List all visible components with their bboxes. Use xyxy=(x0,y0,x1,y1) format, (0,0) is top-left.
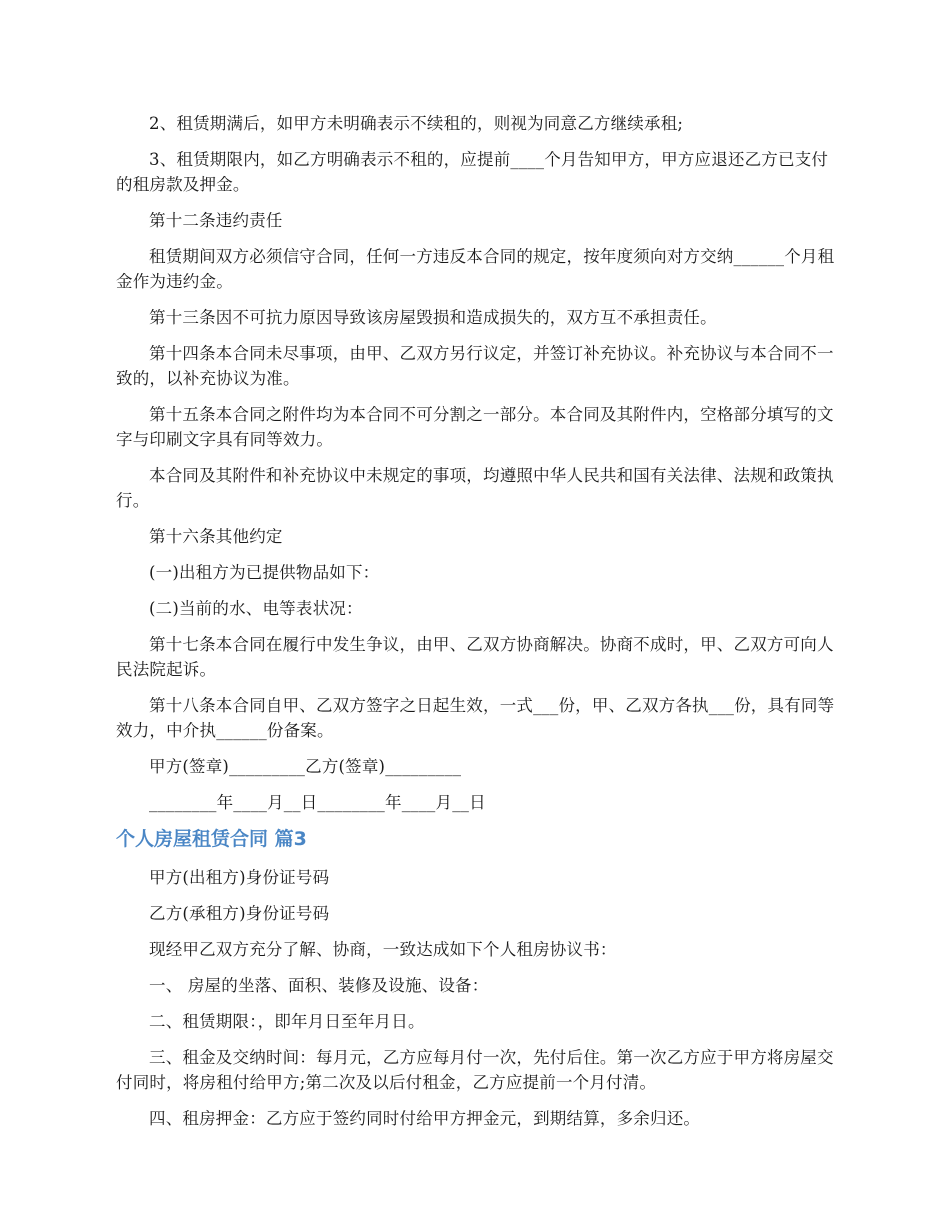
meter-status: (二)当前的水、电等表状况： xyxy=(149,599,363,618)
clause-renewal: 2、租赁期满后，如甲方未明确表示不续租的，则视为同意乙方继续承租; xyxy=(149,114,684,133)
clause-deposit: 四、租房押金：乙方应于签约同时付给甲方押金元，到期结算，多余归还。 xyxy=(149,1109,701,1128)
provided-items: (一)出租方为已提供物品如下： xyxy=(149,563,380,582)
clause-property: 一、 房屋的坐落、面积、装修及设施、设备： xyxy=(149,976,489,995)
date-line: ________年____月__日________年____月__日 xyxy=(149,793,486,812)
clause-early-termination: 3、租赁期限内，如乙方明确表示不租的，应提前____个月告知甲方，甲方应退还乙方已支付的租房款及押金。 xyxy=(116,150,829,194)
unspecified-matters: 本合同及其附件和补充协议中未规定的事项，均遵照中华人民共和国有关法律、法规和政策执行。 xyxy=(116,466,834,510)
agreement-intro: 现经甲乙双方充分了解、协商，一致达成如下个人租房协议书： xyxy=(149,940,617,959)
article-17: 第十七条本合同在履行中发生争议，由甲、乙双方协商解决。协商不成时，甲、乙双方可向人民法院起诉。 xyxy=(116,635,834,679)
section-heading: 个人房屋租赁合同 篇3 xyxy=(116,828,307,850)
signature-line: 甲方(签章)_________乙方(签章)_________ xyxy=(149,757,462,776)
article-12-body: 租赁期间双方必须信守合同，任何一方违反本合同的规定，按年度须向对方交纳______个月租金作为违约金。 xyxy=(116,247,835,291)
lessee-id: 乙方(承租方)身份证号码 xyxy=(149,904,330,923)
clause-term: 二、租赁期限：，即年月日至年月日。 xyxy=(149,1012,425,1031)
article-16-title: 第十六条其他约定 xyxy=(149,527,283,546)
article-18: 第十八条本合同自甲、乙双方签字之日起生效，一式___份，甲、乙双方各执___份，具有同等效力，中介执______份备案。 xyxy=(116,696,835,740)
article-14: 第十四条本合同未尽事项，由甲、乙双方另行议定，并签订补充协议。补充协议与本合同不一致的，以补充协议为准。 xyxy=(116,344,834,388)
document-body xyxy=(116,111,842,1142)
lessor-id: 甲方(出租方)身份证号码 xyxy=(149,868,330,887)
article-12-title: 第十二条违约责任 xyxy=(149,211,283,230)
article-15: 第十五条本合同之附件均为本合同不可分割之一部分。本合同及其附件内，空格部分填写的文字与印刷文字具有同等效力。 xyxy=(116,405,834,449)
clause-rent: 三、租金及交纳时间：每月元，乙方应每月付一次，先付后住。第一次乙方应于甲方将房屋交付同时，将房租付给甲方;第二次及以后付租金，乙方应提前一个月付清。 xyxy=(116,1048,834,1092)
article-13: 第十三条因不可抗力原因导致该房屋毁损和造成损失的，双方互不承担责任。 xyxy=(149,308,717,327)
